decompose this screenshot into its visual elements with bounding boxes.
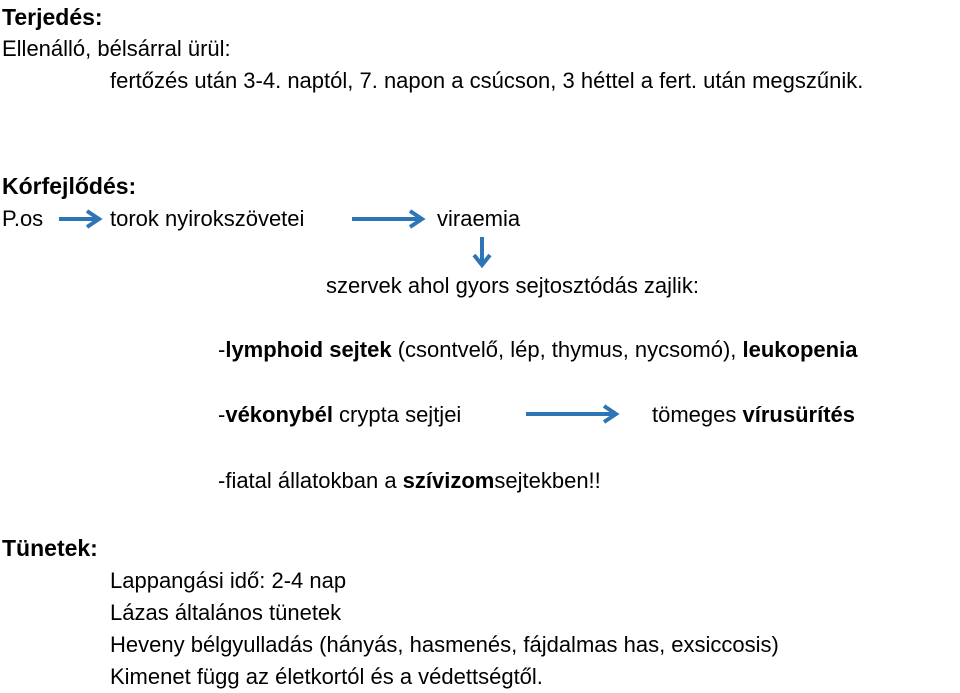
viruserites-bold: vírusürítés	[742, 402, 855, 427]
leukopenia-bold: leukopenia	[742, 337, 858, 362]
flow-step-1: torok nyirokszövetei	[110, 206, 305, 231]
flow-start: P.os	[2, 206, 44, 231]
right-arrow-icon	[524, 403, 624, 425]
terjedes-line-1: Ellenálló, bélsárral ürül:	[2, 36, 231, 61]
viruserites-plain: tömeges	[652, 402, 743, 427]
lymphoid-bold: lymphoid sejtek	[225, 337, 392, 362]
fiatal-suffix: sejtekben!!	[494, 468, 601, 493]
fiatal-line	[218, 468, 601, 494]
terjedes-heading: Terjedés:	[2, 4, 103, 30]
flow-step-2: viraemia	[437, 206, 521, 231]
right-arrow-icon	[350, 208, 430, 230]
vekonybel-detail: crypta sejtjei	[332, 402, 462, 427]
terjedes-line-2: fertőzés után 3-4. naptól, 7. napon a csúcson, 3 héttel a fert. után megszűnik.	[110, 68, 864, 93]
fiatal-prefix: -fiatal állatokban a	[218, 468, 403, 493]
tunetek-item: Kimenet függ az életkortól és a védettségtől.	[110, 664, 543, 689]
lymphoid-line	[218, 337, 857, 363]
viruserites-result	[652, 402, 855, 428]
lymphoid-detail: (csontvelő, lép, thymus, nycsomó),	[391, 337, 743, 362]
vekonybel-prefix: -	[218, 402, 226, 427]
vekonybel-line	[218, 402, 461, 428]
tunetek-item: Heveny bélgyulladás (hányás, hasmenés, fájdalmas has, exsiccosis)	[110, 632, 779, 657]
tunetek-item: Lázas általános tünetek	[110, 600, 342, 625]
korfejlodes-heading: Kórfejlődés:	[2, 173, 137, 199]
tunetek-heading: Tünetek:	[2, 535, 98, 561]
lymphoid-prefix: -	[218, 337, 226, 362]
vekonybel-bold: vékonybél	[225, 402, 333, 427]
tunetek-item: Lappangási idő: 2-4 nap	[110, 568, 347, 593]
right-arrow-icon	[57, 208, 107, 230]
organs-intro: szervek ahol gyors sejtosztódás zajlik:	[326, 273, 699, 298]
szivizom-bold: szívizom	[402, 468, 495, 493]
down-arrow-icon	[470, 235, 494, 269]
